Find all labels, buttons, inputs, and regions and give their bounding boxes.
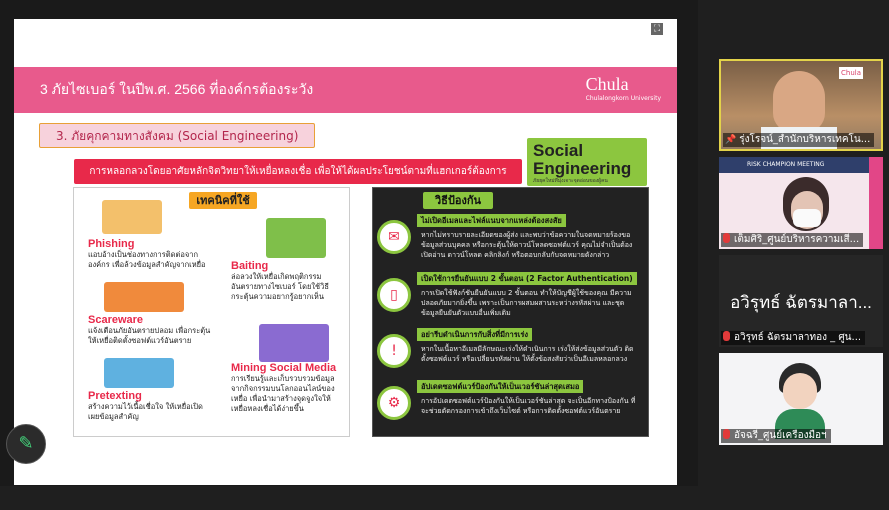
participant-display-name: อวิรุทธ์ ฉัตรมาลา...	[730, 293, 872, 312]
defense-title: อย่ารีบดำเนินการกับสิ่งที่มีการเร่ง	[417, 328, 532, 341]
participant-name-label: เต็มศิริ_ศูนย์บริหารความเสี่...	[721, 233, 863, 247]
slide-title-bar	[14, 67, 677, 113]
participant-name-label: อวิรุทธ์ ฉัตรมาลาทอง _ ศูน...	[721, 331, 865, 345]
technique-desc: แจ้งเตือนภัยอันตรายปลอม เพื่อกระตุ้นให้เหยื่อติดตั้งซอฟต์แวร์อันตราย	[88, 326, 211, 345]
presentation-slide	[14, 19, 677, 485]
technique-name: Scareware	[88, 314, 144, 326]
technique-mining-social-media	[231, 362, 346, 414]
slide-title: 3 ภัยไซเบอร์ ในปีพ.ศ. 2566 ที่องค์กรต้องระวัง	[40, 81, 314, 97]
technique-phishing	[88, 238, 213, 270]
pink-sidebar	[869, 157, 883, 249]
warning-mail-icon: !	[377, 334, 411, 368]
logo-name: Chula	[585, 74, 629, 94]
participant-tile[interactable]	[719, 353, 883, 445]
definition-banner: การหลอกลวงโดยอาศัยหลักจิตวิทยาให้เหยื่อหลงเชื่อ เพื่อให้ได้ผลประโยชน์ตามที่แฮกเกอร์ต้องการ	[74, 159, 522, 184]
participant-tile[interactable]	[719, 59, 883, 151]
technique-pretexting	[88, 390, 213, 422]
update-gear-icon: ⚙	[377, 386, 411, 420]
badge-line2: Engineering	[533, 159, 632, 178]
scareware-illustration-icon	[104, 282, 184, 312]
badge-tagline: ภัยยุคใหม่ที่มุ่งเจาะจุดอ่อนของผู้คน	[533, 178, 608, 184]
mic-muted-icon	[723, 233, 730, 243]
defense-item	[377, 328, 644, 378]
avatar-face	[783, 373, 817, 409]
participant-face	[773, 71, 825, 133]
technique-desc: การเรียนรู้และเก็บรวบรวมข้อมูลจากกิจกรรมบนโลกออนไลน์ของเหยื่อ เพื่อนำมาสร้างจุดจูงใจให้เหยื่อหลงเชื่อได้ง่ายขึ้น	[231, 374, 335, 413]
annotate-pencil-button[interactable]: ✎	[6, 424, 46, 464]
defense-item	[377, 214, 644, 270]
techniques-header: เทคนิคที่ใช้	[189, 192, 257, 209]
technique-name: Baiting	[231, 260, 269, 272]
email-shield-icon: ✉	[377, 220, 411, 254]
defense-title: เปิดใช้การยืนยันแบบ 2 ขั้นตอน (2 Factor Authentication)	[417, 272, 637, 285]
pin-icon: 📌	[725, 135, 737, 145]
participant-name-label: อัจฉรี_ศูนย์เครื่องมือฯ	[721, 429, 831, 443]
defense-desc: หากในเนื้อหาอีเมลมีลักษณะเร่งให้ดำเนินการ เร่งให้ส่งข้อมูลส่วนตัว ติดตั้งซอฟต์แวร์ หรือเปลี่ยนรหัสผ่าน ให้ตั้งข้อสงสัยว่าเป็นอีเมลหลอกลวง	[421, 345, 634, 363]
technique-scareware	[88, 314, 213, 346]
baiting-illustration-icon	[266, 218, 326, 258]
participant-tile[interactable]	[719, 255, 883, 347]
phone-lock-icon: ▯	[377, 278, 411, 312]
defense-desc: การเปิดใช้ฟังก์ชันยืนยันแบบ 2 ขั้นตอน ทำให้บัญชีผู้ใช้ของคุณ มีความปลอดภัยมากยิ่งขึ้น เพราะเป็นการผสมผสานระหว่างรหัสผ่าน และชุดข้อมูลยืนยันตัวแบบอื่นเพิ่มเติม	[421, 289, 632, 317]
participant-name-label: 📌 รุ่งโรจน์_สำนักบริหารเทคโน...	[723, 133, 874, 147]
defense-title: ไม่เปิดอีเมลและไฟล์แนบจากแหล่งต้องสงสัย	[417, 214, 566, 227]
pretexting-illustration-icon	[104, 358, 174, 388]
badge-line1: Social	[533, 141, 584, 160]
defense-desc: การอัปเดตซอฟต์แวร์ป้องกันให้เป็นเวอร์ชันล่าสุด จะเป็นอีกทางป้องกัน ที่จะช่วยตัดกรองการเข้าถึงเว็บไซต์ หรือการติดตั้งซอฟต์แวร์อันตราย	[421, 397, 636, 415]
fullscreen-icon[interactable]: ⛶	[651, 23, 663, 35]
meeting-banner: RISK CHAMPION MEETING	[719, 157, 883, 173]
logo-subtitle: Chulalongkorn University	[585, 95, 661, 102]
defense-title: อัปเดตซอฟต์แวร์ป้องกันให้เป็นเวอร์ชันล่าสุดเสมอ	[417, 380, 583, 393]
defense-header: วิธีป้องกัน	[423, 192, 493, 209]
defense-desc: หากไม่ทราบรายละเอียดของผู้ส่ง และพบว่าข้อความในจดหมายร้องขอข้อมูลส่วนบุคคล หรือกระตุ้นให้ดาวน์โหลดซอฟต์แวร์ คุณไม่จำเป็นต้องเปิดอ่าน ดาวน์โหลด คลิกลิงก์ หรือตอบกลับกับจดหมายดังกล่าว	[421, 231, 633, 259]
mining-social-media-illustration-icon	[259, 324, 329, 362]
phishing-illustration-icon	[102, 200, 162, 234]
technique-name: Pretexting	[88, 390, 142, 402]
technique-name: Mining Social Media	[231, 362, 337, 374]
defense-item	[377, 272, 644, 328]
chula-mini-logo: Chula	[841, 69, 861, 77]
technique-desc: สร้างความไว้เนื้อเชื่อใจ ให้เหยื่อเปิดเผยข้อมูลสำคัญ	[88, 402, 203, 421]
mic-muted-icon	[723, 331, 730, 341]
chula-logo	[586, 74, 661, 102]
technique-desc: แอบอ้างเป็นช่องทางการติดต่อจากองค์กร เพื่อล้วงข้อมูลสำคัญจากเหยื่อ	[88, 250, 206, 269]
defense-panel	[372, 187, 649, 437]
section-heading: 3. ภัยคุกคามทางสังคม (Social Engineering)	[39, 123, 315, 148]
technique-baiting	[231, 260, 346, 302]
defense-item	[377, 380, 644, 434]
mic-muted-icon	[723, 429, 730, 439]
technique-desc: ล่อลวงให้เหยื่อเกิดพฤติกรรมอันตรายทางไซเบอร์ โดยใช้วิธีกระตุ้นความอยากรู้อยากเห็น	[231, 272, 329, 301]
participant-tile[interactable]	[719, 157, 883, 249]
social-engineering-badge	[527, 138, 647, 186]
techniques-panel	[73, 187, 350, 437]
face-mask	[793, 209, 821, 227]
technique-name: Phishing	[88, 238, 135, 250]
